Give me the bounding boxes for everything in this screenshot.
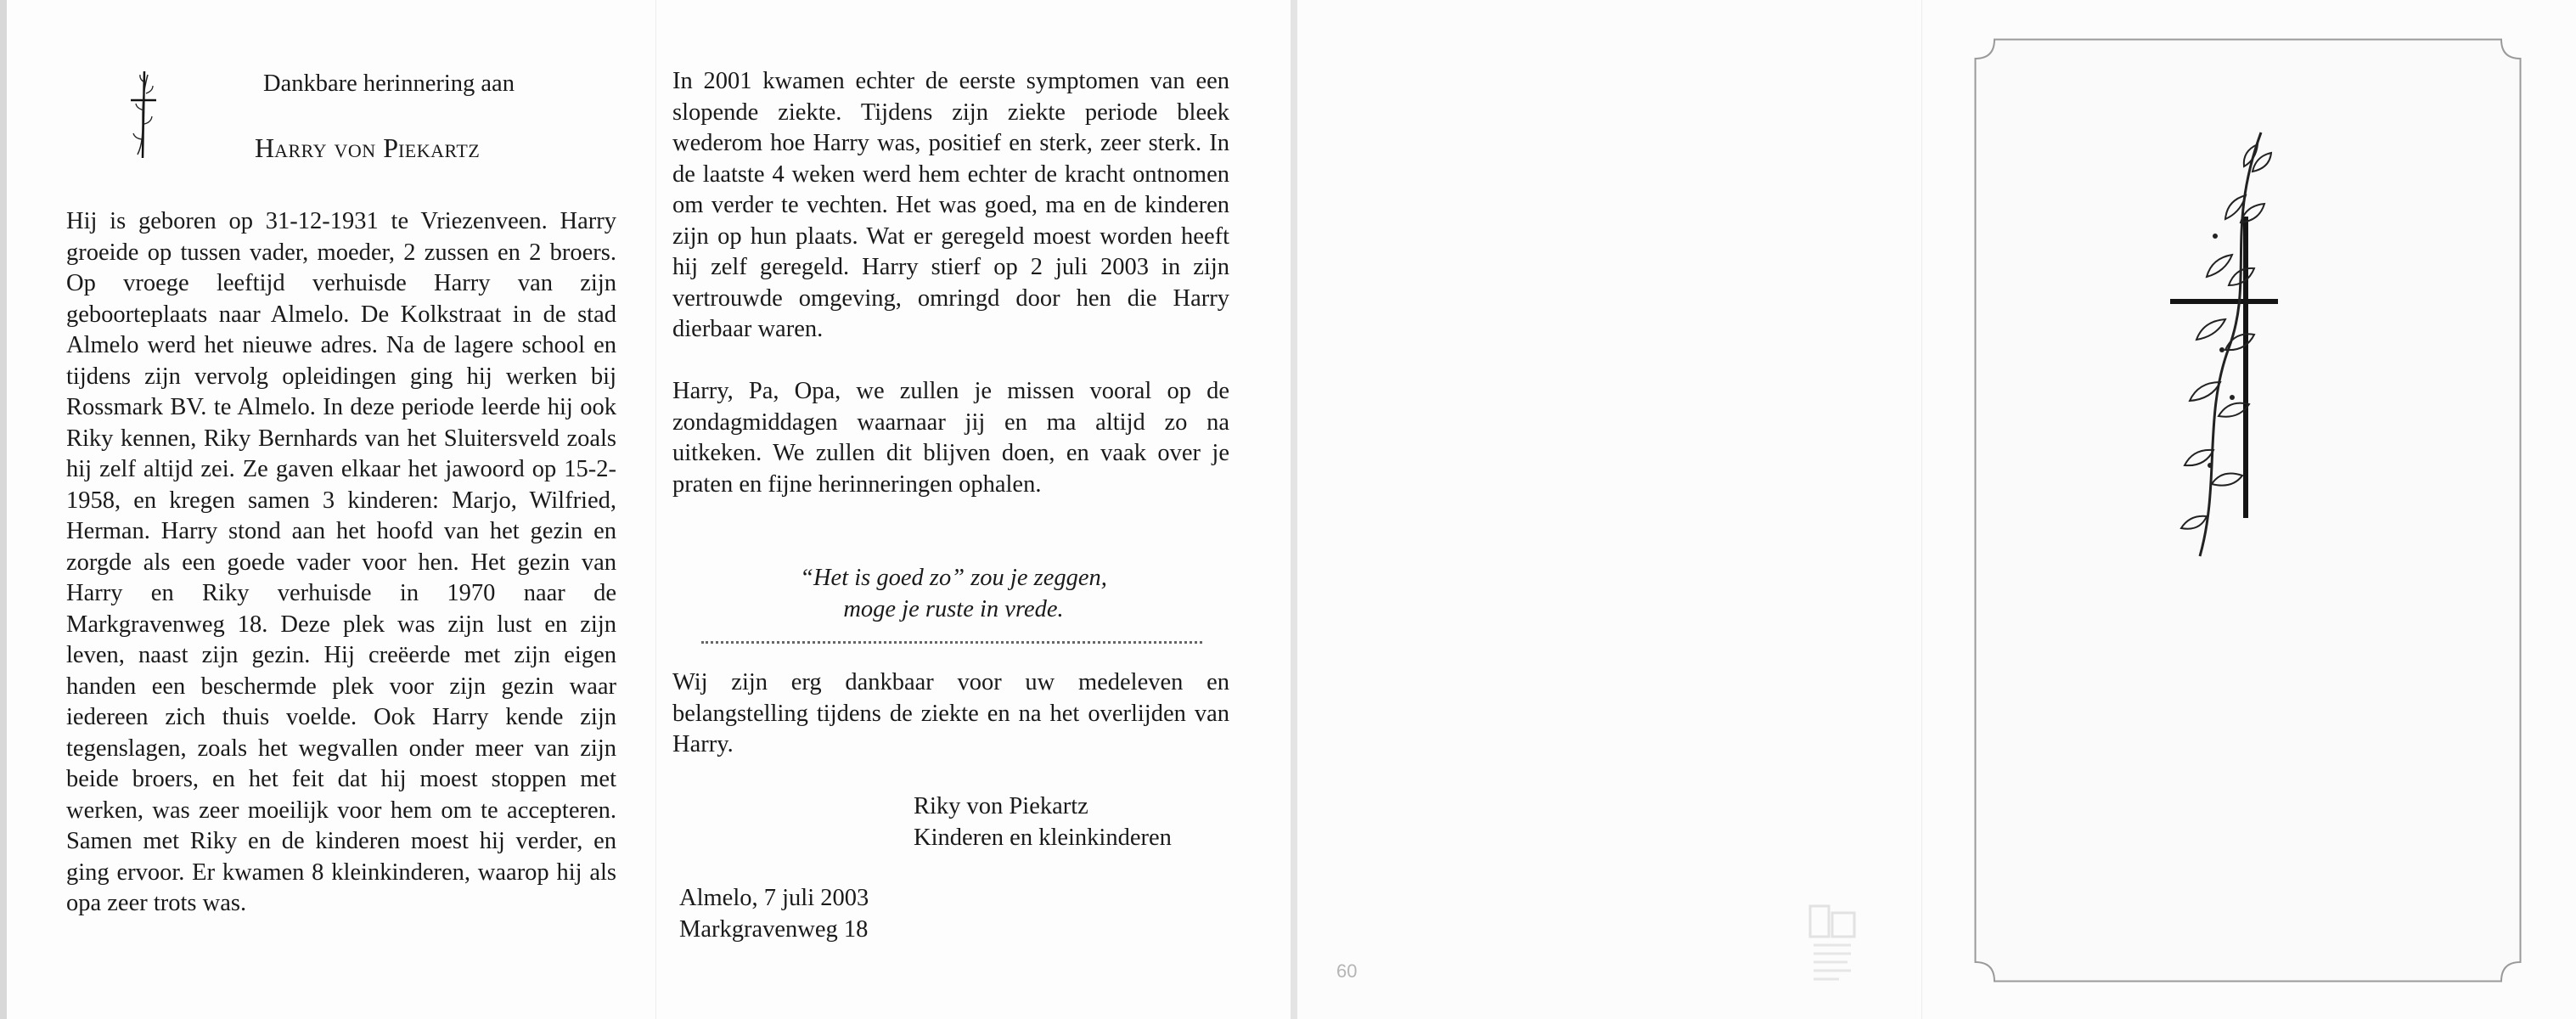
dotted-divider (701, 641, 1202, 644)
thanks-block (672, 667, 1229, 761)
place-date-line: Almelo, 7 juli 2003 (679, 885, 869, 911)
place-date (679, 883, 869, 945)
deceased-name (255, 132, 480, 164)
thanks-paragraph: Wij zijn erg dankbaar voor uw medeleven en belangstelling tijdens de ziekte en na het overlijden van Harry. (672, 669, 1229, 757)
signature-line-2: Kinderen en kleinkinderen (914, 824, 1172, 851)
header-intro: Dankbare herinnering aan (263, 70, 515, 97)
name-first-initial: H (255, 132, 275, 163)
name-last-rest: iekartz (397, 132, 481, 163)
right-column (672, 66, 1229, 500)
quote-line-2: moge je ruste in vrede. (843, 595, 1064, 622)
quote-line-1: “Het is goed zo” zou je zeggen, (800, 565, 1107, 591)
farewell-paragraph: Harry, Pa, Opa, we zullen je missen vooral op de zondagmiddagen waarnaar jij en ma altijd zo na uitkeken. We zullen dit blijven doen, en vaak over je praten en fijne herinneringen ophalen. (672, 378, 1229, 498)
page-number: 60 (1336, 960, 1358, 982)
outer-fold (1921, 0, 1922, 1019)
signature-line-1: Riky von Piekartz (914, 793, 1088, 819)
left-column (66, 206, 616, 920)
signature (914, 791, 1172, 853)
cross-with-laurel-icon (2169, 127, 2280, 560)
cross-with-branch-icon (126, 66, 160, 161)
name-last-initial: P (383, 132, 398, 163)
quote (688, 563, 1219, 625)
illness-paragraph: In 2001 kwamen echter de eerste symptomen van een slopende ziekte. Tijdens zijn ziekte periode bleek wederom hoe Harry was, positief en sterk, zeer sterk. In de laatste 4 weken werd hem echter de kracht ontnomen om verder te vechten. Het was goed, ma en de kinderen zijn op hun plaats. Wat er geregeld moest worden heeft hij zelf geregeld. Harry stierf op 2 juli 2003 in zijn vertrouwde omgeving, omringd door hen die Harry dierbaar waren. (672, 68, 1229, 342)
center-fold (655, 0, 656, 1019)
biography-paragraph: Hij is geboren op 31-12-1931 te Vriezenveen. Harry groeide op tussen vader, moeder, 2 zussen en 2 broers. Op vroege leeftijd verhuisde Harry van zijn geboorteplaats naar Almelo. De Kolkstraat in de stad Almelo werd het nieuwe adres. Na de lagere school en tijdens zijn vervolg opleidingen ging hij werken bij Rossmark BV. te Almelo. In deze periode leerde hij ook Riky kennen, Riky Bernhards van het Sluitersveld zoals hij zelf altijd zei. Ze gaven elkaar het jawoord op 15-2-1958, en kregen samen 3 kinderen: Marjo, Wilfried, Herman. Harry stond aan het hoofd van het gezin en zorgde als een goede vader voor hen. Het gezin van Harry en Riky verhuisde in 1970 naar de Markgravenweg 18. Deze plek was zijn lust en zijn leven, naast zijn gezin. Hij creëerde met zijn eigen handen een beschermde plek voor zijn gezin waar iedereen zich thuis voelde. Ook Harry kende zijn tegenslagen, zoals het wegvallen onder meer van zijn beide broers, en het feit dat hij moest stoppen met werken, was zeer moeilijk voor hem om te accepteren. Samen met Riky en de kinderen moest hij verder, en ging ervoor. Er kwamen 8 kleinkinderen, waarop hij als opa zeer trots was. (66, 208, 616, 916)
name-first-rest: arry von (274, 132, 384, 163)
address-line: Markgravenweg 18 (679, 915, 869, 943)
printer-mark-icon (1807, 903, 1859, 984)
